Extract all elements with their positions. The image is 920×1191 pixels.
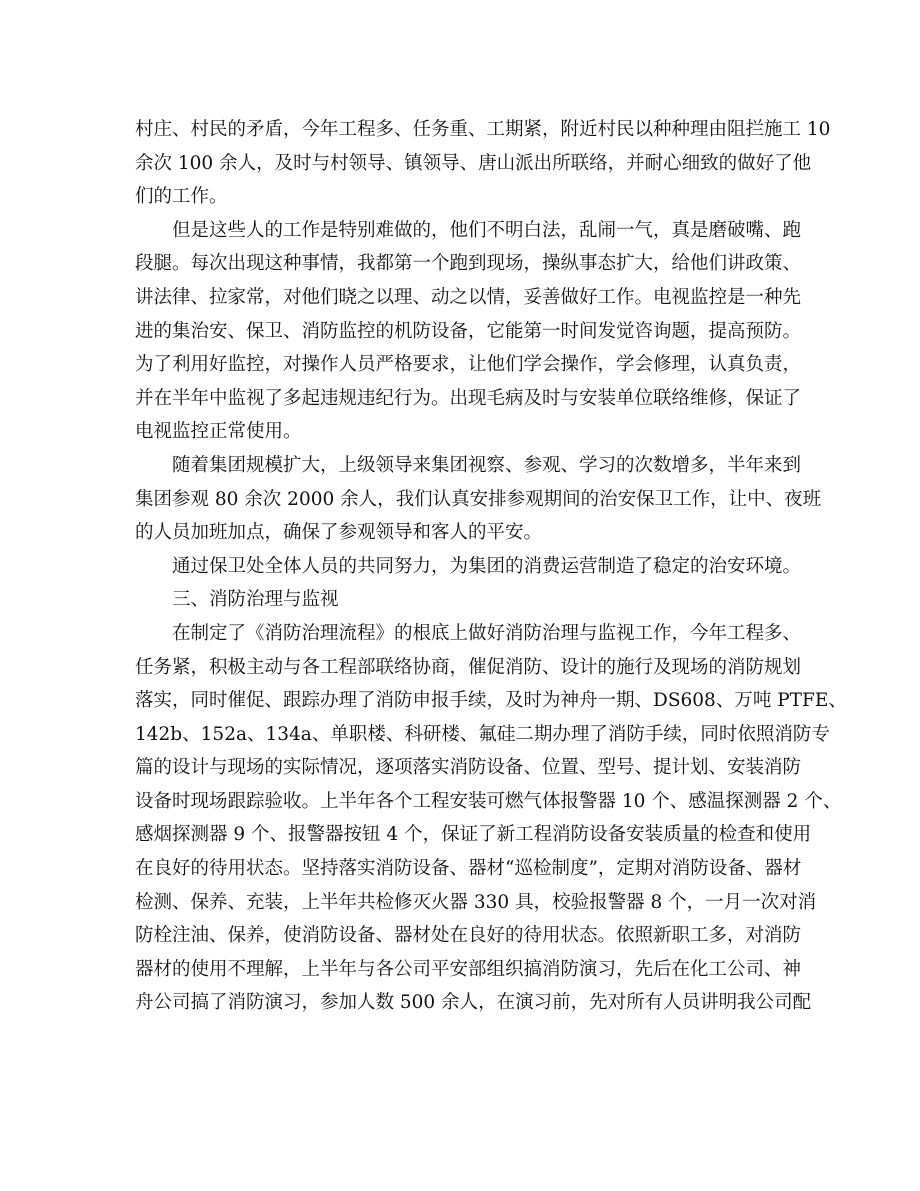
text-line: 并在半年中监视了多起违规违纪行为。出现毛病及时与安装单位联络维修，保证了 bbox=[135, 387, 802, 409]
text-line: 三、消防治理与监视 bbox=[172, 589, 339, 611]
text-line: 们的工作。 bbox=[135, 186, 228, 208]
text-line: 电视监控正常使用。 bbox=[135, 421, 302, 443]
text-line: 村庄、村民的矛盾，今年工程多、任务重、工期紧，附近村民以种种理由阻拦施工 10 bbox=[135, 119, 831, 140]
text-line: 任务紧，积极主动与各工程部联络协商，催促消防、设计的施行及现场的消防规划 bbox=[135, 656, 802, 678]
text-line: 随着集团规模扩大，上级领导来集团视察、参观、学习的次数增多，半年来到 bbox=[172, 454, 802, 476]
text-line: 感烟探测器 9 个、报警器按钮 4 个，保证了新工程消防设备安装质量的检查和使用 bbox=[135, 824, 812, 846]
text-line: 142b、152a、134a、单职楼、科研楼、氟硅二期办理了消防手续，同时依照消防专 bbox=[135, 723, 830, 745]
text-line: 落实，同时催促、跟踪办理了消防申报手续，及时为神舟一期、DS608、万吨 PTFE、 bbox=[135, 690, 847, 712]
document-body bbox=[135, 113, 847, 1020]
text-line: 检测、保养、充装，上半年共检修灭火器 330 具，校验报警器 8 个，一月一次对消 bbox=[135, 891, 817, 913]
text-line: 为了利用好监控，对操作人员严格要求，让他们学会操作，学会修理，认真负责， bbox=[135, 354, 802, 376]
text-line: 舟公司搞了消防演习，参加人数 500 余人，在演习前，先对所有人员讲明我公司配 bbox=[135, 992, 812, 1014]
text-line: 器材的使用不理解，上半年与各公司平安部组织搞消防演习，先后在化工公司、神 bbox=[135, 958, 802, 980]
text-line: 进的集治安、保卫、消防监控的机防设备，它能第一时间发觉咨询题，提高预防。 bbox=[135, 320, 802, 342]
text-line: 余次 100 余人，及时与村领导、镇领导、唐山派出所联络，并耐心细致的做好了他 bbox=[135, 152, 812, 174]
text-line: 通过保卫处全体人员的共同努力，为集团的消费运营制造了稳定的治安环境。 bbox=[172, 555, 802, 577]
text-line: 防栓注油、保养，使消防设备、器材处在良好的待用状态。依照新职工多，对消防 bbox=[135, 925, 802, 947]
text-line: 集团参观 80 余次 2000 余人，我们认真安排参观期间的治安保卫工作，让中、夜班 bbox=[135, 488, 822, 510]
text-line: 在制定了《消防治理流程》的根底上做好消防治理与监视工作，今年工程多、 bbox=[172, 622, 802, 644]
text-line: 讲法律、拉家常，对他们晓之以理、动之以情，妥善做好工作。电视监控是一种先 bbox=[135, 286, 802, 308]
text-line: 的人员加班加点，确保了参观领导和客人的平安。 bbox=[135, 522, 543, 544]
text-line: 在良好的待用状态。坚持落实消防设备、器材“巡检制度”，定期对消防设备、器材 bbox=[135, 858, 802, 880]
text-line: 段腿。每次出现这种事情，我都第一个跑到现场，操纵事态扩大，给他们讲政策、 bbox=[135, 253, 802, 275]
text-line: 设备时现场跟踪验收。上半年各个工程安装可燃气体报警器 10 个、感温探测器 2 个、 bbox=[135, 790, 842, 812]
text-line: 篇的设计与现场的实际情况，逐项落实消防设备、位置、型号、提计划、安装消防 bbox=[135, 757, 802, 779]
text-line: 但是这些人的工作是特别难做的，他们不明白法，乱闹一气，真是磨破嘴、跑 bbox=[172, 219, 802, 241]
